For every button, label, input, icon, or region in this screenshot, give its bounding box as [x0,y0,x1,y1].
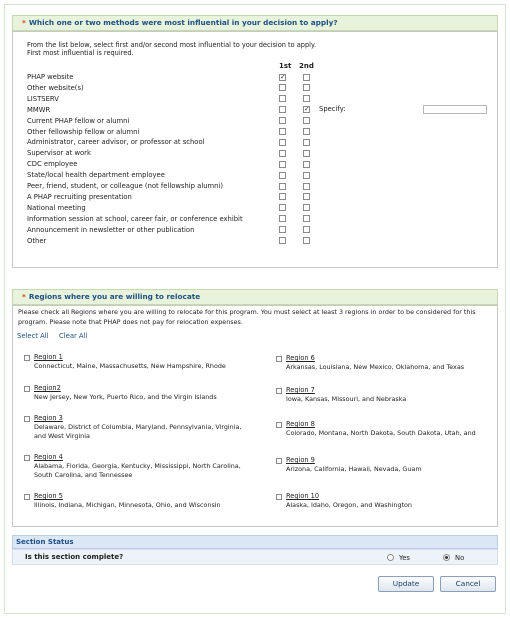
method-row: MMWR [27,105,51,114]
methods-panel [12,31,498,268]
region-name: Region 9 [286,456,315,464]
status-yes-label: Yes [399,554,410,562]
method-first-checkbox[interactable] [279,150,286,157]
region-checkbox[interactable] [24,494,30,500]
col-first-header: 1st [279,62,292,70]
method-first-checkbox[interactable] [279,95,286,102]
method-second-checkbox[interactable] [303,74,310,81]
methods-section-title: Which one or two methods were most influential in your decision to apply? [28,18,338,27]
regions-panel [12,305,498,527]
method-second-checkbox[interactable] [303,139,310,146]
method-row: Announcement in newsletter or other publication [27,225,195,234]
region-name: Region 10 [286,492,320,500]
method-row: Other website(s) [27,83,84,92]
method-first-checkbox[interactable] [279,74,286,81]
method-second-checkbox[interactable] [303,172,310,179]
method-second-checkbox[interactable] [303,95,310,102]
method-second-checkbox[interactable] [303,128,310,135]
section-status-row [12,549,498,565]
method-second-checkbox[interactable] [303,117,310,124]
method-second-checkbox[interactable] [303,204,310,211]
cancel-button[interactable]: Cancel [440,576,496,592]
regions-relocation-note: program. Please note that PHAP does not pay for relocation expenses. [18,318,243,326]
region-name: Region 6 [286,354,315,362]
specify-input[interactable] [423,105,487,114]
methods-instruction: From the list below, select first and/or second most influential to your decision to apply. [27,41,317,49]
regions-instruction: Please check all Regions where you are willing to relocate for this program. You must select at least 3 regions in order to be considered for this [18,308,476,316]
method-row: Current PHAP fellow or alumni [27,116,130,125]
required-star: * [22,292,26,301]
method-row: PHAP website [27,73,74,81]
specify-label: Specify: [319,105,346,113]
regions-section-header [12,289,498,305]
region-name: Region 1 [34,353,63,361]
method-first-checkbox[interactable] [279,128,286,135]
method-first-checkbox[interactable] [279,84,286,91]
method-second-checkbox[interactable] [303,84,310,91]
status-yes-radio[interactable] [387,554,394,561]
region-checkbox[interactable] [276,422,282,428]
region-states: Colorado, Montana, North Dakota, South Dakota, Utah, and [286,429,476,437]
method-second-checkbox[interactable] [303,183,310,190]
method-first-checkbox[interactable] [279,226,286,233]
method-row: Other [27,236,47,245]
method-second-checkbox[interactable] [303,193,310,200]
method-row: Other fellowship fellow or alumni [27,127,140,136]
method-row: Supervisor at work [27,149,91,158]
methods-section-header [12,15,498,31]
region-checkbox[interactable] [276,458,282,464]
region-states: Arizona, California, Hawaii, Nevada, Guam [286,465,422,473]
region-checkbox[interactable] [24,355,30,361]
region-states: Illinois, Indiana, Michigan, Minnesota, Ohio, and Wisconsin [34,501,221,509]
section-status-header [12,535,498,549]
method-second-checkbox[interactable] [303,215,310,222]
region-name: Region 8 [286,420,315,428]
region-checkbox[interactable] [276,494,282,500]
region-states: Arkansas, Louisiana, New Mexico, Oklahoma, and Texas [286,363,465,371]
region-states: Connecticut, Maine, Massachusetts, New Hampshire, Rhode [34,362,226,370]
method-row: Peer, friend, student, or colleague (not fellowship alumni) [27,182,223,190]
method-second-checkbox[interactable] [303,150,310,157]
method-first-checkbox[interactable] [279,193,286,200]
region-name: Region 7 [286,386,315,394]
method-first-checkbox[interactable] [279,237,286,244]
status-no-radio[interactable] [443,554,450,561]
method-first-checkbox[interactable] [279,204,286,211]
required-star: * [22,18,26,27]
method-first-checkbox[interactable] [279,215,286,222]
method-row: Information session at school, career fair, or conference exhibit [27,214,243,223]
method-row: Administrator, career advisor, or professor at school [27,138,205,147]
region-checkbox[interactable] [24,416,30,422]
region-states: Iowa, Kansas, Missouri, and Nebraska [286,395,407,403]
clear-all-link[interactable]: Clear All [59,332,88,340]
region-checkbox[interactable] [24,386,30,392]
region-states: New Jersey, New York, Puerto Rico, and the Virgin Islands [34,393,217,401]
method-row: State/local health department employee [27,171,165,180]
method-first-checkbox[interactable] [279,106,286,113]
method-second-checkbox[interactable] [303,161,310,168]
method-first-checkbox[interactable] [279,161,286,168]
select-all-link[interactable]: Select All [17,332,49,340]
method-second-checkbox[interactable] [303,106,310,113]
region-name: Region2 [34,384,61,392]
regions-section-title: Regions where you are willing to relocate [28,292,201,301]
method-row: A PHAP recruiting presentation [27,192,132,201]
method-first-checkbox[interactable] [279,183,286,190]
method-first-checkbox[interactable] [279,117,286,124]
methods-required-note: First most influential is required. [27,49,134,57]
region-name: Region 4 [34,453,63,461]
region-name: Region 3 [34,414,63,422]
section-status-title: Section Status [16,538,74,546]
check-icon: ✓ [280,72,286,81]
update-button[interactable]: Update [378,576,434,592]
method-second-checkbox[interactable] [303,226,310,233]
region-name: Region 5 [34,492,63,500]
method-second-checkbox[interactable] [303,237,310,244]
region-checkbox[interactable] [276,388,282,394]
completion-question: Is this section complete? [25,553,124,561]
col-second-header: 2nd [299,62,314,70]
check-icon: ✓ [304,105,310,114]
method-first-checkbox[interactable] [279,139,286,146]
region-checkbox[interactable] [276,356,282,362]
method-row: National meeting [27,203,86,212]
method-row: LISTSERV [27,94,59,103]
method-first-checkbox[interactable] [279,172,286,179]
region-checkbox[interactable] [24,455,30,461]
method-row: CDC employee [27,160,78,169]
region-states: Alaska, Idaho, Oregon, and Washington [286,501,412,509]
status-no-label: No [455,554,465,562]
region-states: Delaware, District of Columbia, Maryland, Pennsylvania, Virginia, and West Virginia [34,423,242,440]
region-states: Alabama, Florida, Georgia, Kentucky, Mississippi, North Carolina, South Carolina, and Tennessee [34,462,241,479]
